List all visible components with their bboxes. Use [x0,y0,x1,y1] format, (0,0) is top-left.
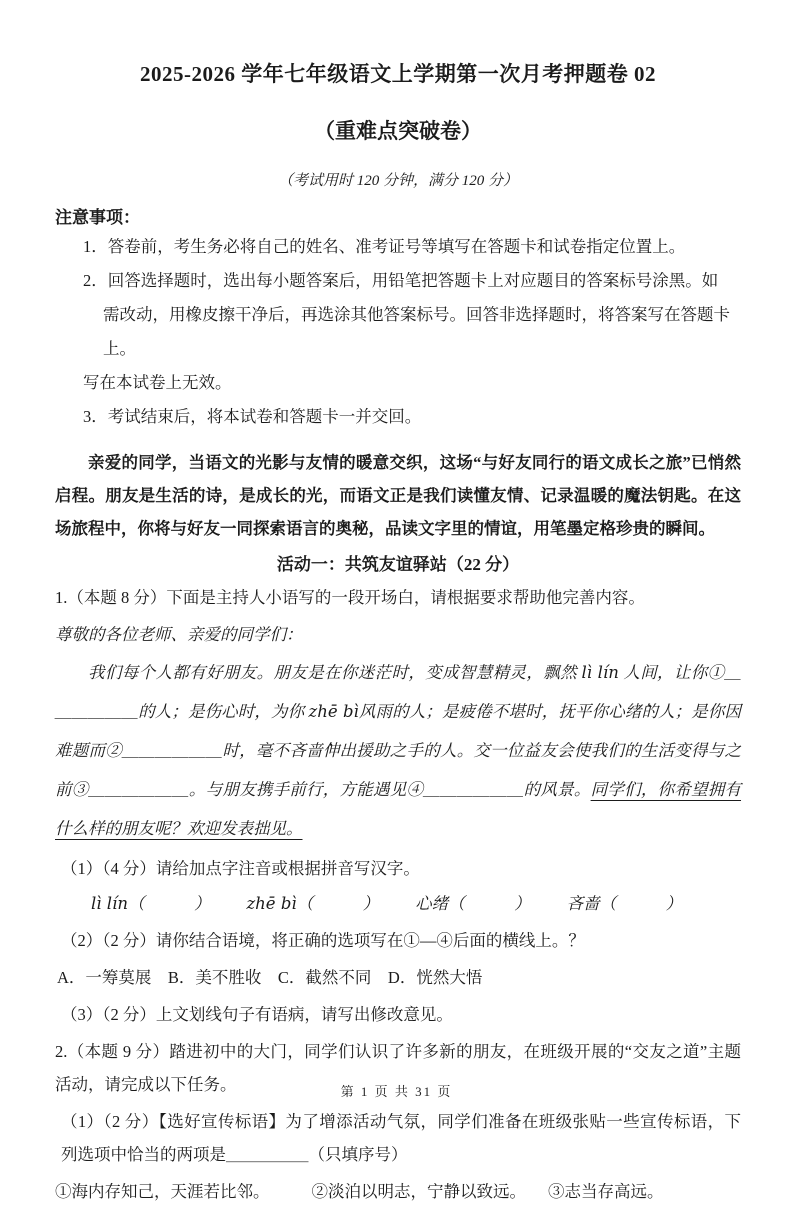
subquestion-1-3: （3）（2 分）上文划线句子有语病，请写出修改意见。 [61,1005,453,1024]
speech-segment: 人间，让你①＿＿＿＿＿＿的人；是伤心时，为你 [55,663,742,721]
dotted-char: 啬 • [583,894,600,913]
speech-paragraph [55,653,741,848]
slogan-option-2: ②淡泊以明志，宁静以致远。 [311,1182,526,1201]
pinyin-group-1 [91,887,210,920]
question-1-stem: 1.（本题 8 分）下面是主持人小语写的一段开场白，请根据要求帮助他完善内容。 [55,588,645,607]
speech-segment: 伸出援助之手的人。交一位益友会使我们的生活变得与之前③＿＿＿＿＿＿。与朋友携手前行，方能遇见④＿＿＿＿＿＿的风景。 [55,741,742,799]
dotted-char: 绪 • [625,702,642,721]
pinyin-annotation: lì lín [581,663,619,682]
underlined-sentence: 同学们，你希望拥有什么样的朋友呢？欢迎发表拙见。 [55,780,742,838]
answer-paren: （ ） [599,894,683,913]
pinyin-group-4 [567,887,683,920]
question-2-stem: 2.（本题 9 分）踏进初中的大门，同学们认识了许多新的朋友，在班级开展的“交友之道”主题活动，请完成以下任务。 [55,1042,741,1094]
answer-paren: （ ） [127,894,211,913]
notice-heading: 注意事项： [55,208,140,227]
page-footer: 第 1 页 共 31 页 [340,1084,453,1099]
speech-salutation: 尊敬的各位老师、亲爱的同学们： [55,625,303,644]
intro-paragraph: 亲爱的同学，当语文的光影与友情的暖意交织，这场“与好友同行的语文成长之旅”已悄然启程。朋友是生活的诗，是成长的光，而语文正是我们读懂友情、记录温暖的魔法钥匙。在这场旅程中，你将与好友一同探索语言的奥秘，品读文字里的情谊，用笔墨定格珍贵的瞬间。 [55,453,741,538]
pinyin-group-3 [415,887,531,920]
notice-item-2-continued: 需改动，用橡皮擦干净后，再选涂其他答案标号。回答非选择题时，将答案写在答题卡上。 [103,305,730,358]
answer-paren: （ ） [296,894,380,913]
subquestion-1-2: （2）（2 分）请你结合语境，将正确的选项写在①—④后面的横线上。？ [61,931,585,950]
subquestion-2-1: （1）（2 分）【选好宣传标语】为了增添活动气氛，同学们准备在班级张贴一些宣传标语，下列选项中恰当的两项是＿＿＿＿＿（只填序号） [61,1112,741,1164]
slogan-option-3: ③志当存高远。 [548,1182,664,1201]
page-title: 2025-2026 学年七年级语文上学期第一次月考押题卷 02 [140,62,656,86]
pinyin-annotation: lì lín [91,894,128,913]
notice-item-2: 2．回答选择题时，选出每小题答案后，用铅笔把答题卡上对应题目的答案标号涂黑。如 [83,271,719,290]
pinyin-annotation: zhē bì [308,702,359,721]
speech-segment: 我们每个人都有好朋友。朋友是在你迷茫时，变成智慧精灵，飘然 [88,663,582,682]
pinyin-group-2 [246,887,379,920]
word-char: 吝 [566,894,584,913]
section-1-heading: 活动一：共筑友谊驿站（22 分） [276,555,520,574]
slogan-options-row [55,1175,741,1208]
exam-duration-info: （考试用时 120 分钟，满分 120 分） [277,173,518,189]
notice-item-3: 3．考试结束后，将本试卷和答题卡一并交回。 [83,407,422,426]
answer-paren: （ ） [448,894,531,913]
word-char: 心 [415,894,432,913]
notice-item-2-wrap: 写在本试卷上无效。 [83,373,232,392]
subquestion-1-1: （1）（4 分）请给加点字注音或根据拼音写汉字。 [61,859,420,878]
choice-options-row: A．一筹莫展 B．美不胜收 C．截然不同 D．恍然大悟 [57,968,483,987]
speech-segment: 风雨的人；是疲倦不堪时，抚平你心 [358,702,625,721]
notice-item-1: 1．答卷前，考生务必将自己的姓名、准考证号等填写在答题卡和试卷指定位置上。 [83,237,686,256]
page-subtitle: （重难点突破卷） [314,119,482,143]
dotted-char: 绪 • [432,894,449,913]
pinyin-annotation: zhē bì [246,894,297,913]
dotted-char: 啬 • [306,741,323,760]
speech-segment: 的人；是你因难题而②＿＿＿＿＿＿时，毫不吝 [55,702,742,760]
pinyin-practice-row [55,887,741,920]
slogan-option-1: ①海内存知己，天涯若比邻。 [55,1182,270,1201]
